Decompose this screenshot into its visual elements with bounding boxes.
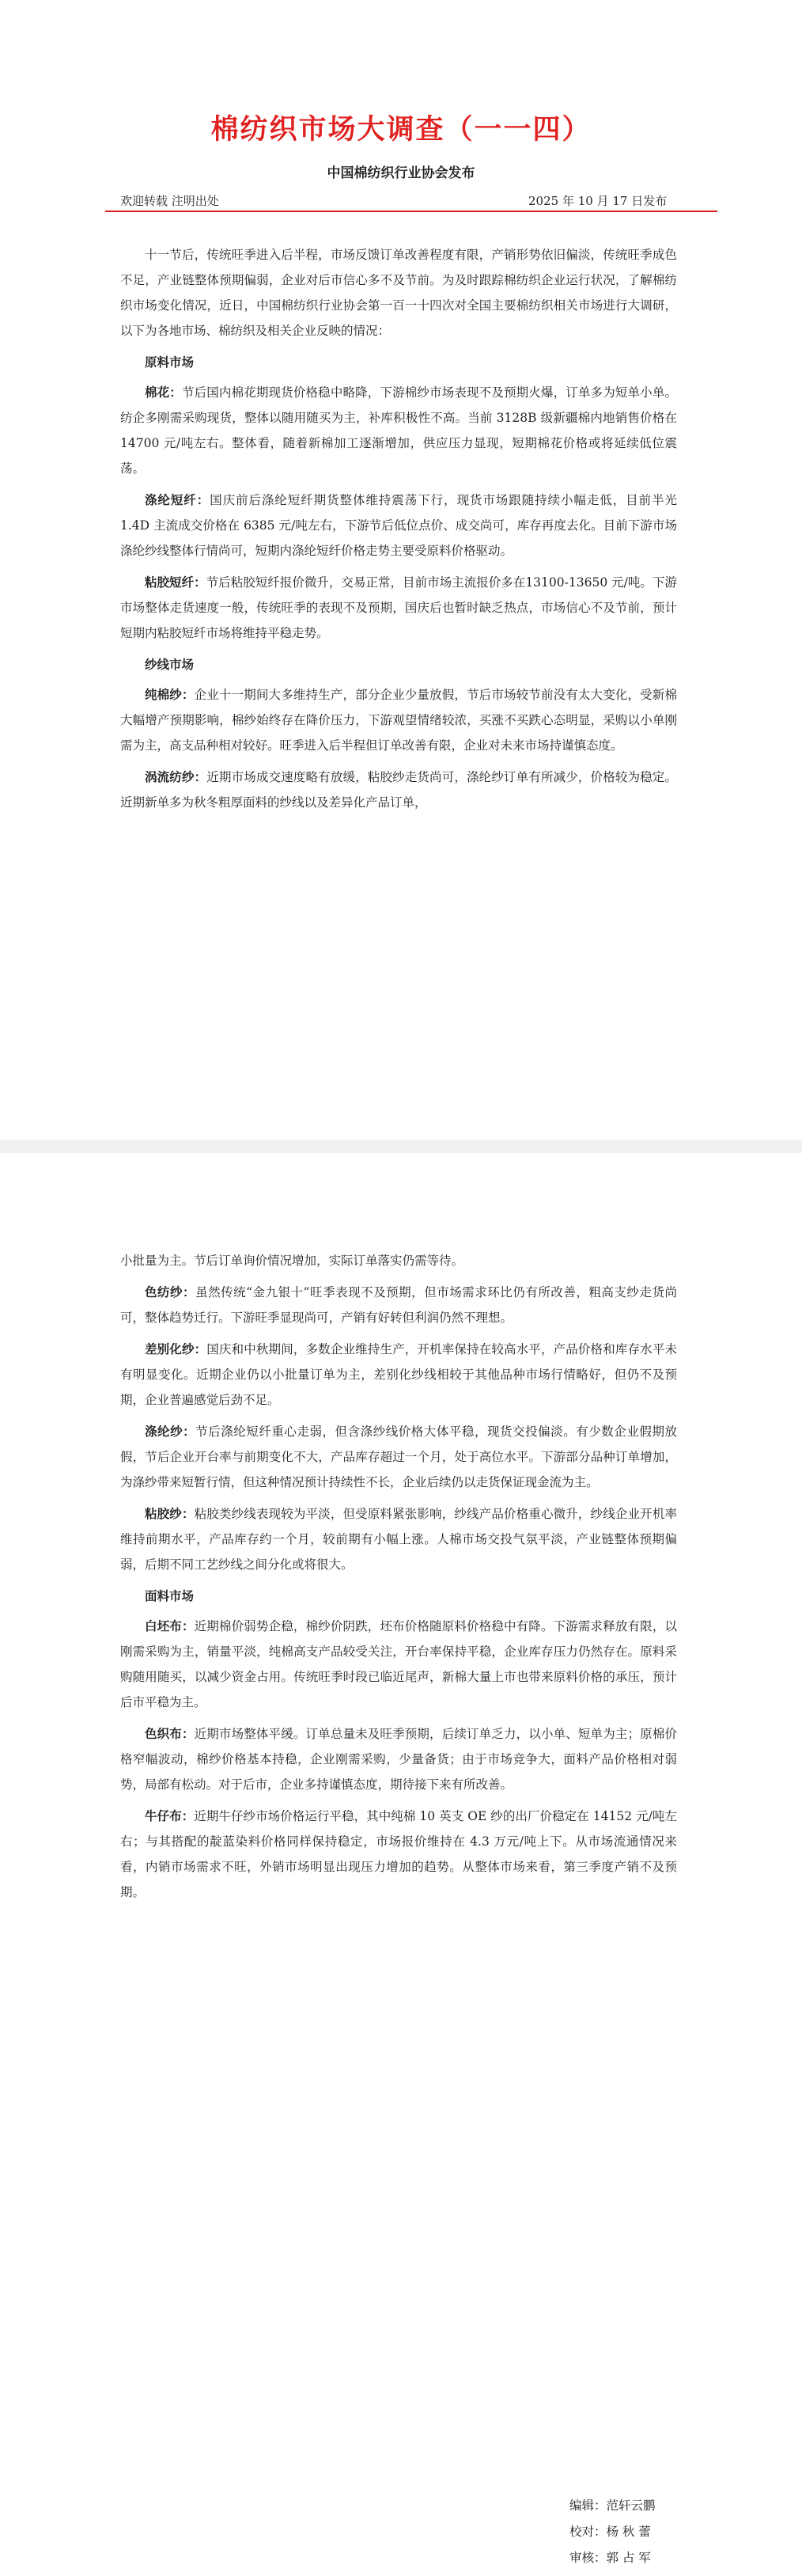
paragraph-cotton [120,380,677,481]
proofreader-credit: 校对：杨 秋 蕾 [569,2525,651,2539]
lead-differentiated-yarn: 差别化纱： [145,1341,207,1356]
lead-cotton: 棉花： [145,385,182,400]
text-greige-fabric: 近期棉价弱势企稳，棉纱价阴跌，坯布价格随原料价格稳中有降。下游需求释放有限，以刚需采购为主，销量平淡，纯棉高支产品较受关注，开台率保持平稳，企业库存压力仍然存在。原料采购随用随买，以减少资金占用。传统旺季时段已临近尾声，新棉大量上市也带来原料价格的承压，预计后市平稳为主。 [120,1619,677,1709]
paragraph-color-spun-yarn [120,1280,677,1330]
lead-yarn-dyed-fabric: 色织布： [145,1726,195,1741]
paragraph-vortex-yarn-continued: 小批量为主。节后订单询价情况增加，实际订单落实仍需等待。 [120,1254,464,1268]
lead-polyester-staple: 涤纶短纤： [145,492,210,507]
text-differentiated-yarn: 国庆和中秋期间，多数企业维持生产，开机率保持在较高水平，产品价格和库存水平未有明显变化。近期企业仍以小批量订单为主，差别化纱线相较于其他品种市场行情略好，但仍不及预期，企业普遍感觉后劲不足。 [120,1342,677,1407]
text-cotton: 节后国内棉花期现货价格稳中略降，下游棉纱市场表现不及预期火爆，订单多为短单小单。纺企多刚需采购现货，整体以随用随买为主，补库积极性不高。当前 3128B 级新疆棉内地销售价格在 14700 元/吨左右。整体看，随着新棉加工逐渐增加，供应压力显现，短期棉花价格或将延续低位震荡。 [120,385,677,476]
lead-pure-cotton-yarn: 纯棉纱： [145,687,195,702]
paragraph-differentiated-yarn [120,1337,677,1413]
paragraph-polyester-yarn [120,1419,677,1495]
text-vortex-yarn: 近期市场成交速度略有放缓，粘胶纱走货尚可，涤纶纱订单有所减少，价格较为稳定。近期新单多为秋冬粗厚面料的纱线以及差异化产品订单， [120,770,677,810]
lead-viscose-yarn: 粘胶纱： [145,1506,195,1521]
text-polyester-staple: 国庆前后涤纶短纤期货整体维持震荡下行，现货市场跟随持续小幅走低，目前半光 1.4D 主流成交价格在 6385 元/吨左右，下游节后低位点价、成交尚可，库存再度去化。目前下游市场涤纶纱线整体行情尚可，短期内涤纶短纤价格走势主要受原料价格驱动。 [120,493,677,558]
paragraph-viscose-yarn [120,1501,677,1577]
text-polyester-yarn: 节后涤纶短纤重心走弱，但含涤纱线价格大体平稳，现货交投偏淡。有少数企业假期放假，节后企业开台率与前期变化不大，产品库存超过一个月，处于高位水平。下游部分品种订单增加，为涤纱带来短暂行情，但这种情况预计持续性不长，企业后续仍以走货保证现金流为主。 [120,1425,677,1489]
text-viscose-staple: 节后粘胶短纤报价微升，交易正常，目前市场主流报价多在13100-13650 元/吨。下游市场整体走货速度一般，传统旺季的表现不及预期，国庆后也暂时缺乏热点，市场信心不及节前，预计短期内粘胶短纤市场将维持平稳走势。 [120,575,677,640]
text-viscose-yarn: 粘胶类纱线表现较为平淡，但受原料紧张影响，纱线产品价格重心微升，纱线企业开机率维持前期水平，产品库存约一个月，较前期有小幅上涨。人棉市场交投气氛平淡，产业链整体预期偏弱，后期不同工艺纱线之间分化或将很大。 [120,1507,677,1572]
lead-polyester-yarn: 涤纶纱： [145,1424,196,1439]
reviewer-credit: 审核：郭 占 军 [569,2551,651,2565]
section-heading-raw-materials: 原料市场 [145,355,195,370]
paragraph-viscose-staple [120,570,677,646]
reprint-note: 欢迎转载 注明出处 [120,194,219,208]
paragraph-polyester-staple [120,488,677,563]
paragraph-vortex-yarn [120,764,677,815]
lead-color-spun-yarn: 色纺纱： [145,1284,196,1299]
document-title: 棉纺织市场大调查（一一四） [210,113,592,146]
intro-paragraph: 十一节后，传统旺季进入后半程，市场反馈订单改善程度有限，产销形势依旧偏淡，传统旺季成色不足，产业链整体预期偏弱，企业对后市信心多不及节前。为及时跟踪棉纺织企业运行状况，了解棉纺织市场变化情况，近日，中国棉纺织行业协会第一百一十四次对全国主要棉纺织相关市场进行大调研，以下为各地市场、棉纺织及相关企业反映的情况： [120,248,677,338]
document-page-1 [0,0,802,1140]
header-divider [105,211,717,212]
publisher-line: 中国棉纺织行业协会发布 [327,165,475,181]
text-yarn-dyed-fabric: 近期市场整体平缓。订单总量未及旺季预期，后续订单乏力，以小单、短单为主；原棉价格窄幅波动，棉纱价格基本持稳，企业刚需采购，少量备货；由于市场竞争大，面料产品价格相对弱势，局部有松动。对于后市，企业多持谨慎态度，期待接下来有所改善。 [120,1727,677,1792]
document-body-page-1 [120,242,677,821]
paragraph-yarn-dyed-fabric [120,1721,677,1797]
text-pure-cotton-yarn: 企业十一期间大多维持生产，部分企业少量放假，节后市场较节前没有太大变化，受新棉大幅增产预期影响，棉纱始终存在降价压力，下游观望情绪较浓，买涨不买跌心态明显，采购以小单刚需为主，高支品种相对较好。旺季进入后半程但订单改善有限，企业对未来市场持谨慎态度。 [120,688,677,753]
paragraph-denim [120,1804,677,1905]
paragraph-pure-cotton-yarn [120,682,677,758]
lead-greige-fabric: 白坯布： [145,1618,195,1633]
lead-denim: 牛仔布： [145,1808,195,1823]
section-heading-yarn: 纱线市场 [145,657,195,672]
document-body-page-2 [120,1248,677,1911]
paragraph-greige-fabric [120,1614,677,1715]
text-denim: 近期牛仔纱市场价格运行平稳，其中纯棉 10 英支 OE 纱的出厂价稳定在 14152 元/吨左右；与其搭配的靛蓝染料价格同样保持稳定，市场报价维持在 4.3 万元/吨上下。从市场流通情况来看，内销市场需求不旺，外销市场明显出现压力增加的趋势。从整体市场来看，第三季度产销不及预期。 [120,1809,677,1899]
publish-date: 2025 年 10 月 17 日发布 [528,194,668,208]
editor-credit: 编辑：范轩云鹏 [569,2498,656,2513]
text-color-spun-yarn: 虽然传统“金九银十”旺季表现不及预期，但市场需求环比仍有所改善，粗高支纱走货尚可，整体趋势迁行。下游旺季显现尚可，产销有好转但利润仍然不理想。 [120,1285,677,1325]
lead-viscose-staple: 粘胶短纤： [145,575,206,590]
section-heading-fabric: 面料市场 [145,1588,195,1603]
lead-vortex-yarn: 涡流纺纱： [145,769,207,784]
